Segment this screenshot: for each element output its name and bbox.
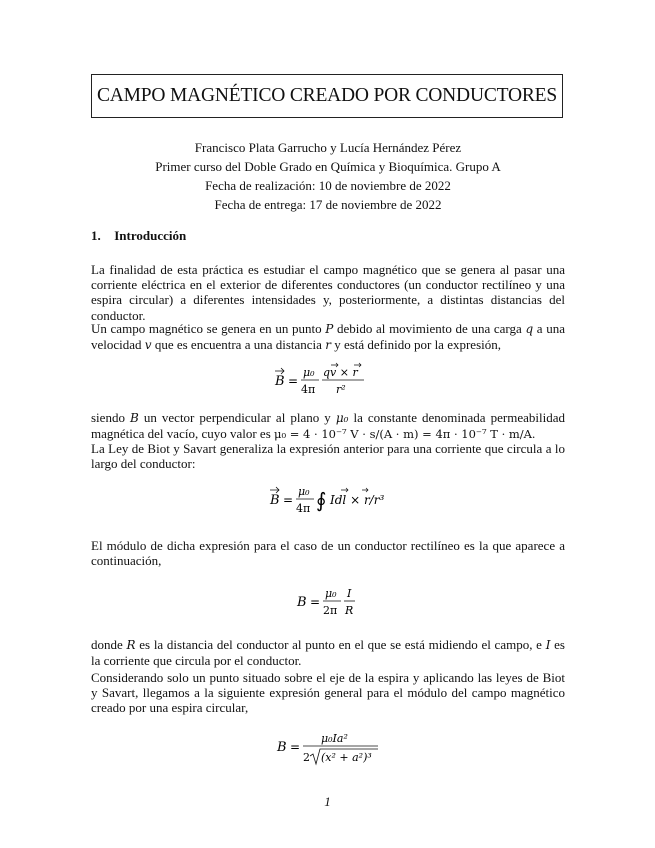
eq4-lhs: B [277, 740, 287, 755]
eq2-body: Idl × r/r³ [330, 493, 385, 507]
text-run: debido al movimiento de una carga [333, 321, 526, 336]
eq1-den: r² [336, 383, 346, 396]
eq1-coef-den: 4π [301, 383, 316, 396]
text-run: es la corriente que circula por el conductor. [91, 637, 565, 669]
eq3-coef-num: μ₀ [325, 587, 337, 600]
paragraph-permeability [91, 410, 565, 442]
realization-date: Fecha de realización: 10 de noviembre de 2022 [205, 178, 451, 193]
contour-integral-icon: ∮ [316, 488, 327, 512]
delivery-date: Fecha de entrega: 17 de noviembre de 2022 [214, 197, 442, 212]
text-run: que es encuentra a una distancia [151, 337, 326, 353]
math-symbol: q [525, 322, 534, 336]
paragraph-magnetic-field [91, 321, 565, 353]
text-run: Un campo magnético se genera en un punto [91, 321, 326, 336]
eq1-equals: = [288, 374, 299, 388]
text-run: la constante denominada permeabilidad magnética del vacío, cuyo valor es [91, 410, 565, 442]
paragraph-distance-current [91, 637, 565, 668]
equation-point-charge-svg [273, 362, 383, 398]
paragraph-circular-loop: Considerando solo un punto situado sobre el eje de la espira y aplicando las leyes de Biot y Savart, llegamos a la siguiente expresión general para el módulo del campo magnético creado por una espira circular, [91, 670, 565, 716]
math-symbol: μ₀ [335, 411, 349, 425]
equation-biot-savart-svg [268, 482, 388, 518]
eq4-num: μ₀Ia² [321, 732, 348, 745]
math-symbol: v [144, 338, 152, 353]
paragraph-biot-savart: La Ley de Biot y Savart generaliza la expresión anterior para una corriente que circula a lo largo del conductor: [91, 441, 565, 472]
text-run: es la distancia del conductor al punto en el que se está midiendo el campo, e [135, 637, 546, 652]
equation-point-charge [91, 362, 565, 398]
equation-straight-conductor [91, 584, 565, 620]
section-title: Introducción [114, 228, 187, 243]
eq1-coef-num: μ₀ [303, 366, 315, 379]
eq3-den: R [345, 604, 354, 617]
text-run: . [531, 426, 536, 442]
eq4-den-prefix: 2 [303, 751, 310, 764]
eq3-num: I [347, 587, 352, 600]
course-info: Primer curso del Doble Grado en Química y Bioquímica. Grupo A [155, 159, 501, 174]
eq4-radicand: (x² + a²)³ [321, 751, 372, 764]
section-number: 1. [91, 228, 101, 243]
document-title-box [91, 74, 563, 118]
eq1-lhs: B [275, 374, 285, 389]
eq2-coef-den: 4π [296, 502, 311, 515]
equation-straight-conductor-svg [295, 584, 361, 620]
math-symbol: P [325, 322, 334, 336]
equation-biot-savart [91, 482, 565, 518]
eq4-equals: = [290, 740, 301, 754]
text-run: siendo [91, 410, 130, 425]
math-symbol: I [545, 638, 551, 652]
paragraph-purpose: La finalidad de esta práctica es estudiar el campo magnético que se genera al pasar una corriente eléctrica en el exterior de diferentes conductores (un conductor rectilíneo y una espira circular) a diferentes intensidades y, posteriormente, a distintas distancias del conductor. [91, 262, 565, 323]
eq3-equals: = [310, 595, 321, 609]
document-title: CAMPO MAGNÉTICO CREADO POR CONDUCTORES [96, 85, 558, 106]
text-run: donde [91, 637, 127, 652]
math-symbol: R [126, 638, 136, 652]
eq2-lhs: B [270, 493, 280, 508]
eq1-num: qv × r [323, 366, 358, 379]
eq3-coef-den: 2π [323, 604, 338, 617]
vector-arrow-icon [341, 488, 368, 492]
text-run: a una velocidad [91, 321, 565, 353]
paragraph-straight-conductor: El módulo de dicha expresión para el caso de un conductor rectilíneo es la que aparece a continuación, [91, 538, 565, 569]
math-symbol: r [325, 338, 331, 353]
authors: Francisco Plata Garrucho y Lucía Hernández Pérez [194, 140, 462, 155]
eq2-coef-num: μ₀ [298, 485, 310, 498]
math-symbol: B [129, 411, 139, 425]
text-run: un vector perpendicular al plano y [138, 410, 336, 425]
page-number: 1 [324, 794, 331, 809]
equation-circular-loop-svg [275, 728, 381, 768]
section-heading [91, 228, 186, 244]
permeability-value: μ₀ = 4 · 10⁻⁷ V · s/(A · m) = 4π · 10⁻⁷ T · m/A [274, 427, 532, 442]
text-run: y está definido por la expresión, [330, 337, 501, 353]
eq2-equals: = [283, 493, 294, 507]
equation-circular-loop [91, 728, 565, 768]
eq3-lhs: B [297, 595, 307, 610]
